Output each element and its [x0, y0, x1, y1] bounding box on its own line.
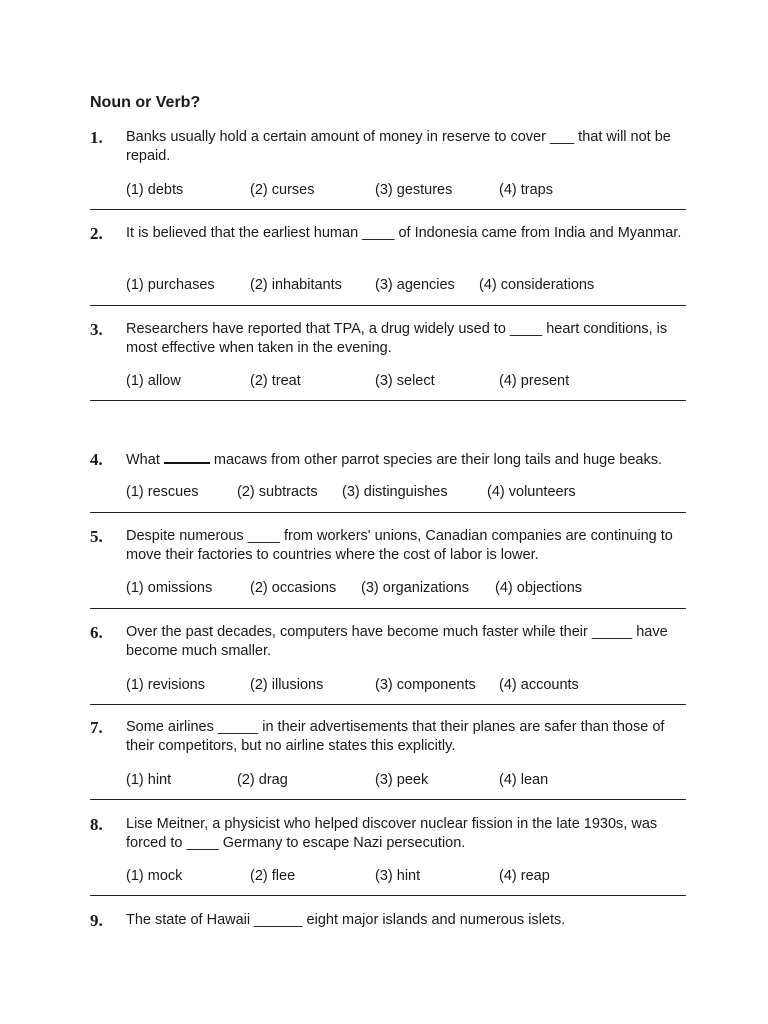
question-text: Banks usually hold a certain amount of money in reserve to cover ___ that will not be repaid.	[126, 129, 671, 164]
option-4[interactable]: (4) accounts	[499, 677, 579, 693]
question-number: 8.	[90, 815, 103, 834]
option-3[interactable]: (3) hint	[375, 868, 421, 884]
option-3[interactable]: (3) peek	[375, 772, 429, 788]
option-2[interactable]: (2) flee	[250, 868, 296, 884]
option-1[interactable]: (1) revisions	[126, 677, 205, 693]
divider	[90, 608, 686, 609]
question-number: 1.	[90, 128, 103, 147]
option-2[interactable]: (2) illusions	[250, 677, 324, 693]
question-number: 2.	[90, 224, 103, 243]
question-number: 5.	[90, 527, 103, 546]
divider	[90, 400, 686, 401]
question-text-after: macaws from other parrot species are their long tails and huge beaks.	[213, 452, 663, 468]
option-3[interactable]: (3) components	[375, 677, 476, 693]
option-1[interactable]: (1) purchases	[126, 277, 215, 293]
option-4[interactable]: (4) present	[499, 373, 570, 389]
option-4[interactable]: (4) considerations	[479, 277, 595, 293]
option-1[interactable]: (1) debts	[126, 182, 184, 198]
option-3[interactable]: (3) distinguishes	[342, 484, 448, 500]
option-2[interactable]: (2) drag	[237, 772, 288, 788]
divider	[90, 895, 686, 896]
option-2[interactable]: (2) curses	[250, 182, 315, 198]
question-text: The state of Hawaii ______ eight major islands and numerous islets.	[126, 912, 566, 928]
option-4[interactable]: (4) objections	[495, 580, 583, 596]
question-text: Some airlines _____ in their advertisements that their planes are safer than those of their competitors, but no airline states this explicitly.	[126, 719, 665, 754]
divider	[90, 305, 686, 306]
option-1[interactable]: (1) omissions	[126, 580, 213, 596]
question-text	[126, 450, 688, 470]
option-2[interactable]: (2) treat	[250, 373, 301, 389]
divider	[90, 799, 686, 800]
question-text: Over the past decades, computers have become much faster while their _____ have become much smaller.	[126, 624, 668, 659]
question-text: Researchers have reported that TPA, a drug widely used to ____ heart conditions, is most effective when taken in the evening.	[126, 321, 668, 356]
divider	[90, 512, 686, 513]
option-1[interactable]: (1) allow	[126, 373, 181, 389]
question-text: It is believed that the earliest human ____ of Indonesia came from India and Myanmar.	[126, 225, 682, 241]
option-3[interactable]: (3) organizations	[361, 580, 469, 596]
option-2[interactable]: (2) occasions	[250, 580, 337, 596]
option-4[interactable]: (4) traps	[499, 182, 553, 198]
question-text-before: What	[126, 452, 160, 468]
option-3[interactable]: (3) gestures	[375, 182, 453, 198]
question-number: 6.	[90, 623, 103, 642]
option-1[interactable]: (1) hint	[126, 772, 172, 788]
divider	[90, 209, 686, 210]
question-number: 4.	[90, 450, 103, 469]
option-4[interactable]: (4) lean	[499, 772, 549, 788]
question-text: Lise Meitner, a physicist who helped discover nuclear fission in the late 1930s, was forced to ____ Germany to escape Nazi persecution.	[126, 816, 658, 851]
option-3[interactable]: (3) select	[375, 373, 435, 389]
question-number: 9.	[90, 911, 103, 930]
question-number: 3.	[90, 320, 103, 339]
answer-blank	[164, 450, 210, 464]
question-number: 7.	[90, 718, 103, 737]
option-4[interactable]: (4) volunteers	[487, 484, 576, 500]
question-text: Despite numerous ____ from workers' unions, Canadian companies are continuing to move their factories to countries where the cost of labor is lower.	[126, 528, 673, 563]
option-1[interactable]: (1) rescues	[126, 484, 199, 500]
option-2[interactable]: (2) subtracts	[237, 484, 318, 500]
option-1[interactable]: (1) mock	[126, 868, 183, 884]
divider	[90, 704, 686, 705]
page-title: Noun or Verb?	[90, 94, 201, 111]
option-3[interactable]: (3) agencies	[375, 277, 455, 293]
option-2[interactable]: (2) inhabitants	[250, 277, 342, 293]
option-4[interactable]: (4) reap	[499, 868, 550, 884]
